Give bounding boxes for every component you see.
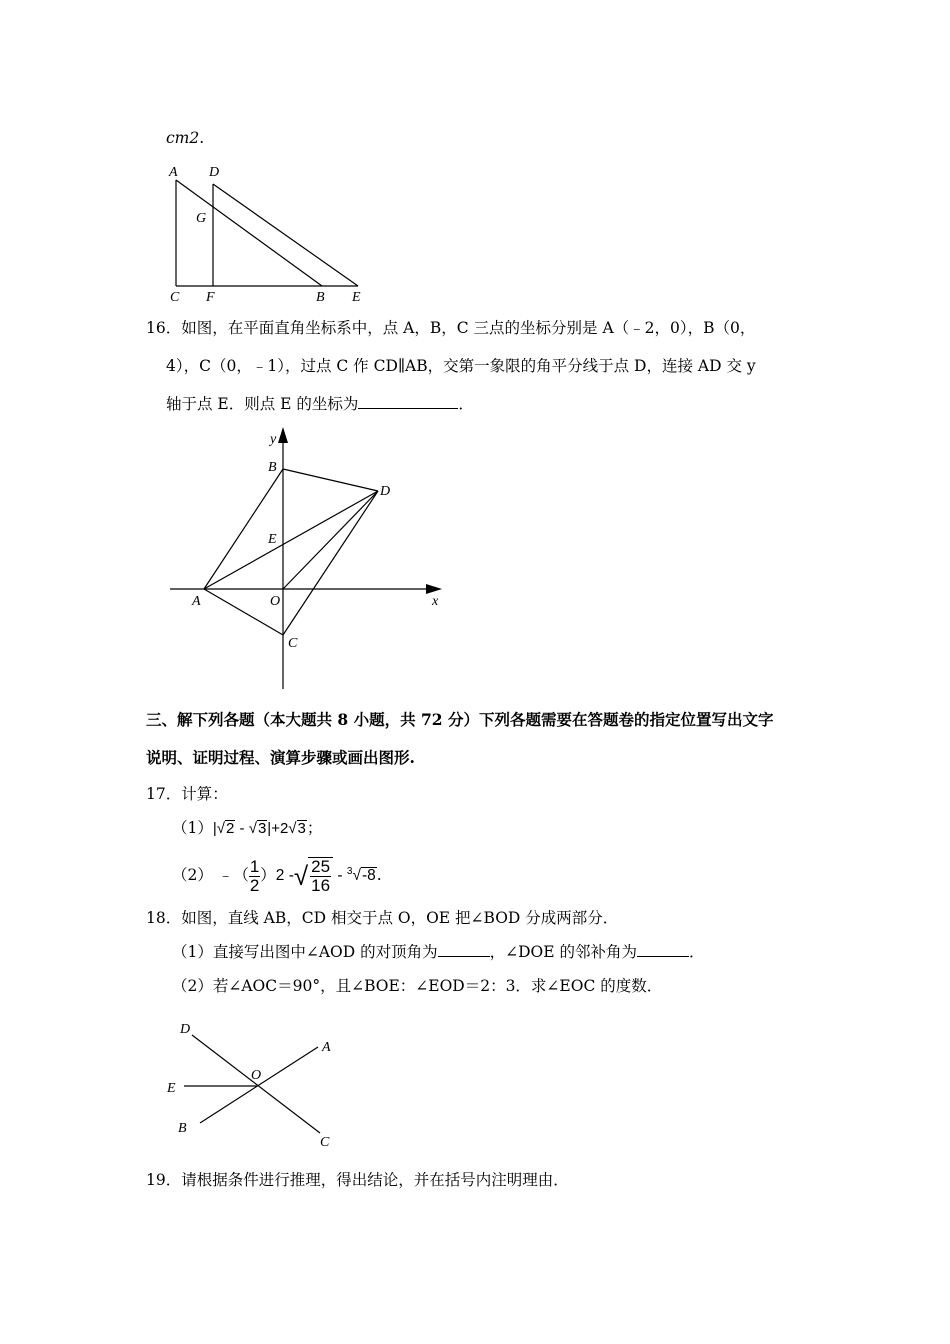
q16-text-2: 4），C（0，﹣1），过点 C 作 CD∥AB，交第一象限的角平分线于点 D，连接 AD 交 y <box>166 357 756 375</box>
fig15-label-c: C <box>170 290 180 305</box>
fig16-segment-bd <box>283 469 378 491</box>
section-3-heading-line-1 <box>146 710 773 730</box>
q15-unit-line <box>166 128 204 148</box>
section-3-heading-line-2 <box>146 748 415 768</box>
q17-radicand-c: 3 <box>297 820 306 837</box>
fig16-label-y: y <box>270 432 277 447</box>
q16-line-1 <box>146 318 755 338</box>
q18-line-1 <box>146 908 618 928</box>
q17-neg-paren: ﹣（ <box>217 867 249 885</box>
fig15-label-e: E <box>352 290 361 305</box>
q18-text-1: 如图，直线 AB，CD 相交于点 O，OE 把∠BOD 分成两部分． <box>181 909 619 927</box>
q16-answer-blank[interactable] <box>358 394 458 409</box>
fig15-label-d: D <box>209 165 220 180</box>
fig16-segment-ad <box>204 491 378 589</box>
q18-part-2 <box>172 976 662 996</box>
fig16-x-arrow <box>426 584 442 594</box>
q16-text-3-end: ． <box>458 395 474 413</box>
fig18-label-d: D <box>180 1022 191 1037</box>
figure-q15 <box>160 158 380 308</box>
fig16-segment-cd <box>283 491 378 635</box>
q17-title-line <box>146 784 228 804</box>
section-3-heading-2: 说明、证明过程、演算步骤或画出图形. <box>146 748 415 767</box>
q17-minus-2: - <box>333 867 347 885</box>
fig18-label-b: B <box>178 1121 187 1136</box>
fig18-line-dc <box>192 1035 320 1133</box>
q17-cbrt-radicand: -8 <box>361 867 376 885</box>
fig16-segment-od <box>283 491 378 589</box>
q17-part-1-expression: |√2 - √3|+2√3 <box>212 820 306 837</box>
q17-mid: ）2 - <box>260 867 294 885</box>
q17-title: 计算： <box>181 785 228 803</box>
fig18-label-a: A <box>322 1040 331 1055</box>
q16-text-1: 如图，在平面直角坐标系中，点 A，B，C 三点的坐标分别是 A（﹣2，0），B（0， <box>181 319 756 337</box>
fig15-segment-ab <box>176 180 322 286</box>
q17-plus-two: +2 <box>271 820 289 837</box>
section-3-heading-1: 三、解下列各题（本大题共 8 小题，共 72 分）下列各题需要在答题卷的指定位置写出文字 <box>146 710 774 729</box>
q18-number: 18． <box>146 909 182 927</box>
q18-part-1-pre: （1）直接写出图中∠AOD 的对顶角为 <box>172 943 438 961</box>
fig16-label-a: A <box>192 594 201 609</box>
q19-text: 请根据条件进行推理，得出结论，并在括号内注明理由． <box>181 1171 569 1189</box>
q17-radicand-a: 2 <box>226 820 235 837</box>
q17-number: 17． <box>146 785 182 803</box>
fig16-label-c: C <box>288 636 298 651</box>
q17-part-2 <box>172 852 382 896</box>
fig16-segment-ab <box>204 469 283 589</box>
q17-fraction-half <box>249 858 260 895</box>
q19-line <box>146 1170 569 1190</box>
q17-minus: - <box>235 820 249 837</box>
q15-period: . <box>199 129 205 147</box>
figure-q18 <box>160 1015 360 1155</box>
fig16-y-arrow <box>278 427 288 443</box>
q18-blank-2[interactable] <box>637 942 689 957</box>
q17-fraction-num: 1 <box>249 856 260 876</box>
q17-cube-index: 3 <box>346 866 353 877</box>
fig18-label-e: E <box>167 1081 176 1096</box>
q17-cbrt-sign: √ <box>352 867 361 885</box>
q18-blank-1[interactable] <box>438 942 490 957</box>
fig16-label-b: B <box>268 460 277 475</box>
q19-number: 19． <box>146 1171 182 1189</box>
q18-part-1 <box>172 942 705 962</box>
q16-text-3: 轴于点 E．则点 E 的坐标为 <box>166 395 359 413</box>
q15-unit: cm2 <box>166 129 200 147</box>
q17-fraction-sqrt <box>308 857 333 895</box>
q17-fraction-den: 2 <box>249 875 260 895</box>
fig16-label-d: D <box>380 484 391 499</box>
q17-part-2-label: （2） <box>172 866 213 885</box>
q17-sqrt-num: 25 <box>311 857 331 877</box>
fig15-label-a: A <box>169 165 178 180</box>
q17-part-1-end: ； <box>306 819 323 837</box>
fig18-line-ab <box>200 1047 318 1123</box>
q17-part-1 <box>172 818 322 839</box>
fig18-label-c: C <box>320 1135 330 1150</box>
figure-q16 <box>160 425 460 695</box>
q16-line-2 <box>166 356 756 376</box>
q18-part-1-mid: ，∠DOE 的邻补角为 <box>489 943 637 961</box>
fig15-label-g: G <box>196 211 207 226</box>
q17-part-2-end: . <box>376 866 382 885</box>
fig16-label-o: O <box>270 594 281 609</box>
q17-sqrt-sign: √ <box>293 861 309 892</box>
q17-radicand-b: 3 <box>257 820 267 837</box>
fig15-label-f: F <box>206 290 215 305</box>
q17-sqrt-den: 16 <box>311 876 331 896</box>
fig18-label-o: O <box>251 1068 262 1083</box>
q16-line-3 <box>166 394 474 414</box>
q16-number: 16． <box>146 319 182 337</box>
fig15-label-b: B <box>316 290 325 305</box>
q18-part-2-text: （2）若∠AOC＝90°，且∠BOE：∠EOD＝2：3．求∠EOC 的度数． <box>172 977 663 995</box>
q18-part-1-end: ． <box>688 943 705 961</box>
q17-part-1-label: （1） <box>172 819 213 837</box>
fig16-label-x: x <box>432 594 439 609</box>
fig16-label-e: E <box>268 532 277 547</box>
fig15-segment-de <box>213 184 358 286</box>
